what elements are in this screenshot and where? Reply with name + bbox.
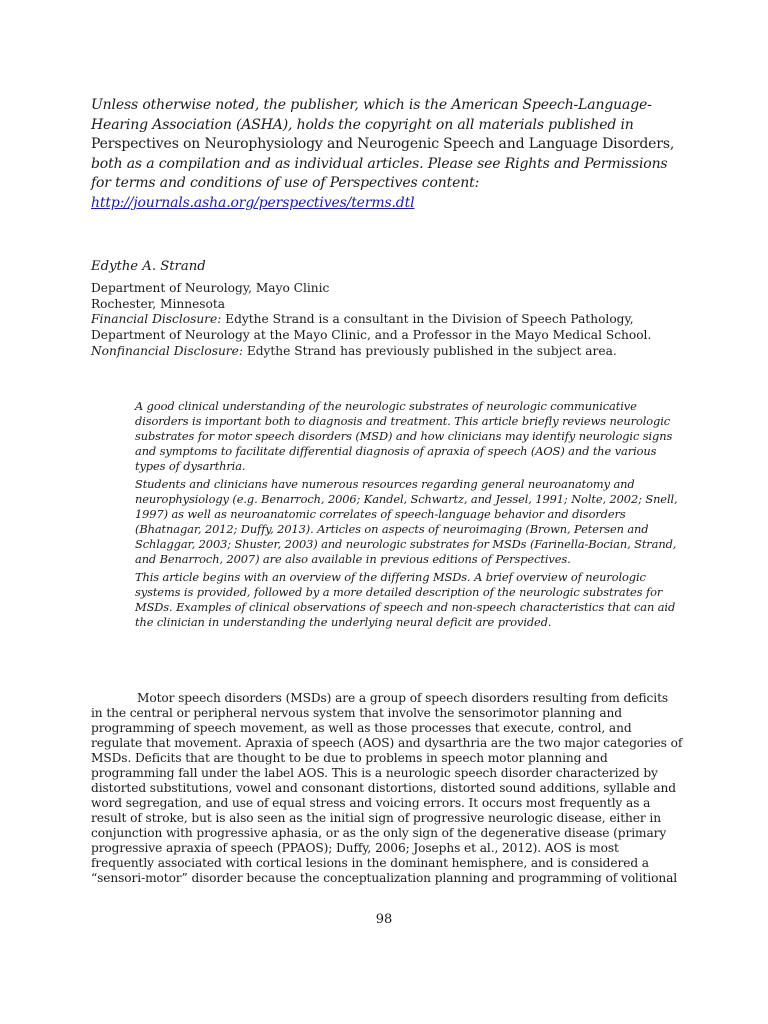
copyright-notice [91, 96, 691, 214]
terms-link[interactable]: http://journals.asha.org/perspectives/terms.dtl [91, 194, 415, 211]
abstract-paragraph: A good clinical understanding of the neurologic substrates of neurologic communicative disorders is important both to diagnosis and treatment. This article briefly reviews neurologic substrates for motor speech disorders (MSD) and how clinicians may identify neurologic signs and symptoms to facilitate differential diagnosis of apraxia of speech (AOS) and the various types of dysarthria. [135, 399, 673, 473]
copyright-text-part1: Unless otherwise noted, the publisher, which is the American Speech-Language-Hearing Association (ASHA), holds the copyright on all materials published in [91, 97, 652, 133]
abstract [135, 399, 683, 633]
nonfinancial-disclosure-text: Edythe Strand has previously published in the subject area. [242, 343, 617, 358]
copyright-text-part2: both as a compilation and as individual articles. Please see Rights and Permissions for terms and conditions of use of Perspectives content: [91, 155, 668, 192]
abstract-paragraph: Students and clinicians have numerous resources regarding general neuroanatomy and neurophysiology (e.g. Benarroch, 2006; Kandel, Schwartz, and Jessel, 1991; Nolte, 2002; Snell, 1997) as well as neuroanatomic correlates of speech-language behavior and disorders (Bhatnagar, 2012; Duffy, 2013). Articles on aspects of neuroimaging (Brown, Petersen and Schlaggar, 2003; Shuster, 2003) and neurologic substrates for MSDs (Farinella-Bocian, Strand, and Benarroch, 2007) are also available in previous editions of Perspectives. [135, 477, 678, 566]
page-number: 98 [375, 912, 393, 927]
author-department: Department of Neurology, Mayo Clinic [91, 280, 330, 295]
body-text [91, 691, 683, 886]
body-paragraph: Motor speech disorders (MSDs) are a group of speech disorders resulting from deficits in the central or peripheral nervous system that involve the sensorimotor planning and programming of speech movement, as well as those processes that execute, control, and regulate that movement. Apraxia of speech (AOS) and dysarthria are the two major categories of MSDs. Deficits that are thought to be due to problems in speech motor planning and programming fall under the label AOS. This is a neurologic speech disorder characterized by distorted substitutions, vowel and consonant distortions, distorted sound additions, syllable and word segregation, and use of equal stress and voicing errors. It occurs most frequently as a result of stroke, but is also seen as the initial sign of progressive neurologic disease, either in conjunction with progressive aphasia, or as the only sign of the degenerative disease (primary progressive apraxia of speech (PPAOS); Duffy, 2006; Josephs et al., 2012). AOS is most frequently associated with cortical lesions in the dominant hemisphere, and is considered a “sensori-motor” disorder because the conceptualization planning and programming of volitional [91, 691, 683, 885]
financial-disclosure-text: Edythe Strand is a consultant in the Division of Speech Pathology, Department of Neurology at the Mayo Clinic, and a Professor in the Mayo Medical School. [91, 312, 652, 343]
nonfinancial-disclosure-label: Nonfinancial Disclosure: [91, 343, 243, 358]
abstract-paragraph: This article begins with an overview of the differing MSDs. A brief overview of neurologic systems is provided, followed by a more detailed description of the neurologic substrates for MSDs. Examples of clinical observations of speech and non-speech characteristics that can aid the clinician in understanding the underlying neural deficit are provided. [135, 570, 676, 629]
author-name: Edythe A. Strand [91, 259, 206, 274]
financial-disclosure [91, 312, 691, 344]
author-block [91, 259, 691, 360]
nonfinancial-disclosure [91, 344, 691, 360]
financial-disclosure-label: Financial Disclosure: [91, 312, 222, 327]
journal-title: Perspectives on Neurophysiology and Neurogenic Speech and Language Disorders, [91, 136, 675, 153]
author-location: Rochester, Minnesota [91, 296, 226, 311]
